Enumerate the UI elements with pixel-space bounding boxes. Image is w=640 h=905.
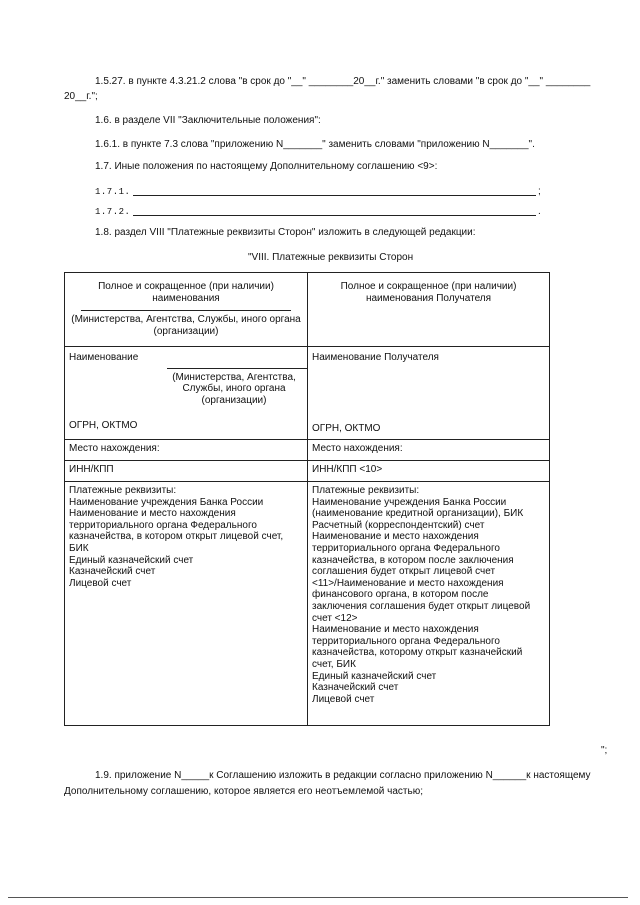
clause-1-7-1-end: ;	[538, 186, 541, 197]
payment-line: Лицевой счет	[69, 577, 132, 589]
payment-line: счет, БИК	[312, 658, 356, 670]
payment-line: <11>/Наименование и место нахождения	[312, 577, 504, 589]
payment-line: Наименование учреждения Банка России	[312, 496, 507, 508]
inn-left-cell: ИНН/КПП	[65, 461, 308, 482]
name-left-label: Наименование	[69, 352, 139, 363]
payment-line: Наименование и место нахождения	[69, 508, 236, 520]
payment-line: казначейства, в котором после заключения	[312, 554, 514, 566]
name-left-note: (Министерства, Агентства, Службы, иного органа (организации)	[172, 371, 296, 406]
page-bottom-rule	[8, 897, 628, 898]
loc-left-cell: Место нахождения:	[65, 440, 308, 461]
payment-line: территориального органа Федерального	[312, 542, 500, 554]
table-row-inn	[65, 461, 550, 482]
clause-1-9-line2: Дополнительному соглашению, которое является его неотъемлемой частью;	[64, 786, 424, 797]
payment-line: Наименование и место нахождения	[312, 531, 479, 543]
payment-line: БИК	[69, 542, 89, 554]
payment-line: соглашения будет открыт лицевой счет	[312, 566, 496, 578]
clause-1-9-line1: 1.9. приложение N_____к Соглашению изложить в редакции согласно приложению N______к настоящему	[95, 770, 591, 781]
pay-left-cell	[65, 482, 308, 726]
payment-line: Единый казначейский счет	[69, 554, 194, 566]
payment-line: счет <12>	[312, 612, 358, 624]
loc-right-cell: Место нахождения:	[308, 440, 550, 461]
payment-line: казначейства, которому открыт казначейский	[312, 647, 523, 659]
payment-line: Казначейский счет	[312, 682, 399, 694]
name-right-label: Наименование Получателя	[312, 352, 439, 363]
table-row-header	[65, 273, 550, 347]
clause-1-8: 1.8. раздел VIII "Платежные реквизиты Сторон" изложить в следующей редакции:	[95, 227, 476, 238]
clause-1-7: 1.7. Иные положения по настоящему Дополнительному соглашению <9>:	[95, 161, 438, 172]
payment-line: Платежные реквизиты:	[312, 485, 420, 496]
payment-line: (наименование кредитной организации), БИК	[312, 508, 524, 520]
clause-1-7-1-blank	[133, 195, 536, 196]
payment-line: казначейства, в котором открыт лицевой счет,	[69, 531, 284, 543]
header-right-title: Полное и сокращенное (при наличии) наименования Получателя	[340, 281, 517, 304]
pay-right-list	[312, 485, 545, 705]
payment-line: финансового органа, в котором после	[312, 589, 489, 601]
clause-1-7-1-label: 1.7.1.	[95, 187, 131, 197]
payment-line: Наименование и место нахождения	[312, 624, 479, 636]
payment-line: территориального органа Федерального	[69, 519, 257, 531]
table-row-payment	[65, 482, 550, 726]
ogrn-right-label: ОГРН, ОКТМО	[312, 423, 381, 435]
clause-1-7-2-label: 1.7.2.	[95, 207, 131, 217]
table-row-location	[65, 440, 550, 461]
payment-line: Казначейский счет	[69, 566, 156, 578]
payment-line: Наименование учреждения Банка России	[69, 496, 264, 508]
requisites-table	[64, 272, 550, 726]
table-row-name	[65, 347, 550, 440]
header-right-cell	[308, 273, 550, 347]
clause-1-7-2-end: .	[538, 206, 541, 217]
pay-right-cell	[308, 482, 550, 726]
inn-right-cell: ИНН/КПП <10>	[308, 461, 550, 482]
payment-line: Единый казначейский счет	[312, 670, 437, 682]
clause-1-6: 1.6. в разделе VII "Заключительные положения":	[95, 115, 321, 126]
pay-left-list	[69, 485, 303, 589]
clause-1-7-2-blank	[133, 215, 536, 216]
header-left-cell	[65, 273, 308, 347]
payment-line: Лицевой счет	[312, 693, 375, 705]
payment-line: заключения соглашения будет открыт лицевой	[312, 600, 531, 612]
clause-1-5-27-line2: 20__г.";	[64, 91, 98, 102]
header-left-note: (Министерства, Агентства, Службы, иного органа (организации)	[71, 314, 301, 337]
section-title: "VIII. Платежные реквизиты Сторон	[248, 252, 414, 263]
payment-line: Расчетный (корреспондентский) счет	[312, 519, 485, 531]
name-left-cell	[65, 347, 308, 440]
name-right-cell	[308, 347, 550, 440]
payment-line: Платежные реквизиты:	[69, 485, 177, 496]
header-left-title: Полное и сокращенное (при наличии) наименования	[98, 281, 274, 304]
ogrn-left-label: ОГРН, ОКТМО	[69, 420, 138, 432]
name-left-signature-line	[167, 368, 307, 369]
header-left-signature-line	[81, 310, 291, 311]
payment-line: территориального органа Федерального	[312, 635, 500, 647]
clause-1-6-1: 1.6.1. в пункте 7.3 слова "приложению N_______" заменить словами "приложению N_______".	[95, 139, 535, 150]
closing-quote-mark: ";	[601, 745, 608, 756]
clause-1-5-27-line1: 1.5.27. в пункте 4.3.21.2 слова "в срок до "__" ________20__г." заменить словами "в срок до "__" ________	[95, 76, 591, 87]
